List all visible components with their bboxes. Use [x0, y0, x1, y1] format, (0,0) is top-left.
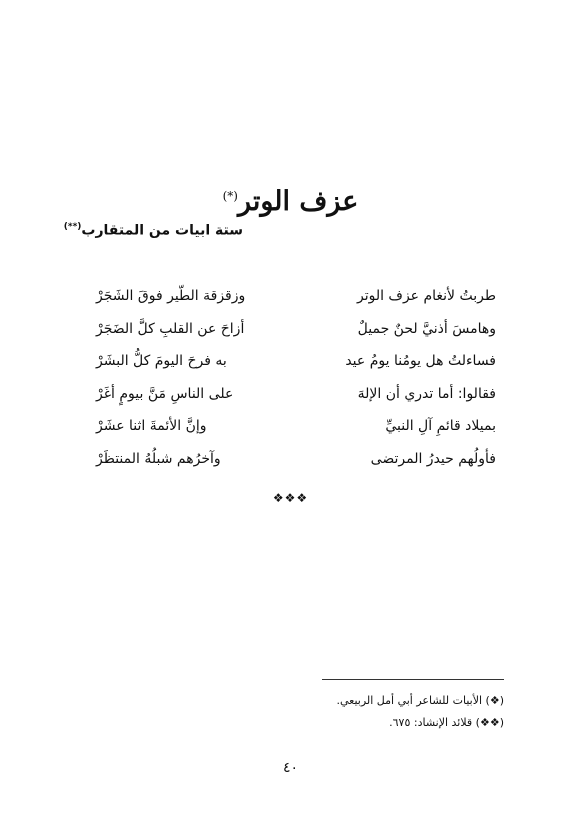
verse-1-first-hemistich: طربتُ لأنغام عزف الوتر	[356, 288, 496, 305]
verse-3	[96, 345, 496, 378]
verse-3-first-hemistich: فساءلتُ هل يومُنا يومُ عيد	[345, 353, 496, 370]
verse-4-first-hemistich: فقالوا: أما تدري أن الإلهَ	[357, 385, 496, 402]
verse-2-first-hemistich: وهامسَ أذنيَّ لحنٌ جميلٌ	[357, 320, 496, 337]
footnote-1: (❖) الأبيات للشاعر أبي أمل الربيعي.	[336, 694, 504, 707]
subtitle-footnote-marker: (**)	[63, 222, 82, 232]
footnote-divider	[322, 679, 504, 680]
verse-2	[96, 313, 496, 346]
poem-subtitle	[23, 216, 243, 242]
footnotes	[204, 690, 504, 734]
poem-title	[0, 178, 581, 220]
verse-5-second-hemistich: وإنَّ الأئمةَ اثنا عشَرْ	[96, 418, 207, 435]
verse-4-second-hemistich: على الناسِ مَنَّ بيومٍ أغَرْ	[96, 385, 234, 402]
verse-3-second-hemistich: به فرحَ اليومَ كلُّ البشَرْ	[96, 353, 227, 370]
verse-5-first-hemistich: بميلاد قائمِ آلِ النبيِّ	[385, 418, 496, 435]
verse-5	[96, 410, 496, 443]
page-number: ٤٠	[282, 760, 299, 776]
title-footnote-marker: (*)	[222, 189, 238, 203]
verse-1-second-hemistich: وزقزقة الطّير فوقَ الشَجَرْ	[96, 288, 246, 305]
verse-6	[96, 443, 496, 476]
verse-6-first-hemistich: فأولُهم حيدرُ المرتضى	[370, 450, 496, 467]
poem-title-text: عزف الوتر	[237, 186, 359, 217]
verse-6-second-hemistich: وآخرُهم شبلُهُ المنتظَرْ	[96, 450, 221, 467]
verse-2-second-hemistich: أزاحَ عن القلبِ كلَّ الضَجَرْ	[96, 320, 245, 337]
poem-body	[96, 280, 496, 475]
section-ornament: ❖❖❖	[272, 491, 309, 505]
poem-subtitle-text: ستة ابيات من المتقارب	[81, 222, 243, 239]
verse-4	[96, 378, 496, 411]
verse-1	[96, 280, 496, 313]
footnote-2: (❖❖) قلائد الإنشاد: ٦٧٥.	[389, 716, 504, 729]
